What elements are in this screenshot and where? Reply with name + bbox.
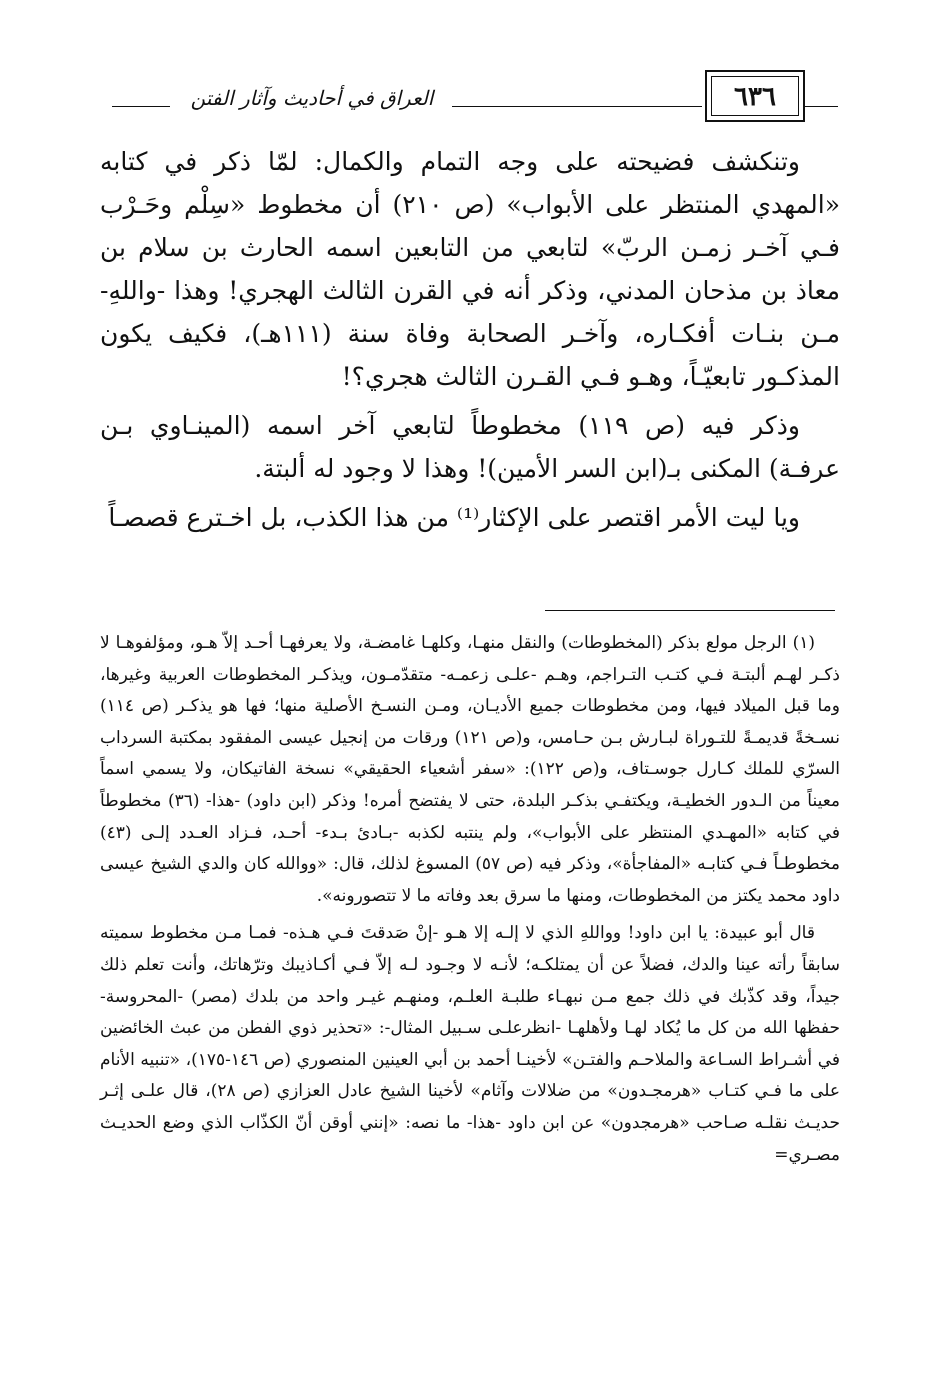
- body-paragraph: وذكر فيه (ص ١١٩) مخطوطاً لتابعي آخر اسمه (المينـاوي بـن عرفـة) المكنى بـ(ابن السر الأمين)! وهذا لا وجود له ألبتة.: [100, 411, 840, 483]
- body-paragraph: ويا ليت الأمر اقتصر على الإكثار⁽¹⁾ من هذا الكذب، بل اخـترع قصصـاً: [108, 503, 800, 532]
- footnote-paragraph: (١) الرجل مولع بذكر (المخطوطات) والنقل منهـا، وكلهـا غامضـة، ولا يعرفهـا أحـد إلاّ هـو، ومؤلفوهـا لا ذكـر لهـم ألبتـة فـي كتـب التـراجم، وهـم -علـى زعمـه- متقدّمـون، ويذكـر المخطوطات العربية وغيرها، وما قبل الميلاد فيها، ومن مخطوطات جميع الأديـان، ومـن النسـخ الأصلية منها؛ فها هو يذكـر (ص ١١٤) نسـخةً قديمـةً للتـوراة لبـارش بـن حـامس، و(ص ١٢١) ورقات من إنجيل عيسى المفقود بمكتبة السرداب السرّي للملك كـارل جوسـتاف، و(ص ١٢٢): «سفر أشعياء الحقيقي» نسخة الفاتيكان، ولا يسمي اسماً معيناً من الـدور الخطيـة، ويكتفـي بذكـر البلدة، حتى لا يفتضح أمره! وذكر (ابن داود) -هذا- (٣٦) مخطوطاً في كتابه «المهـدي المنتظر على الأبواب»، ولم ينتبه لكذبه -بـادئ بـدء- أحـد، فـزاد العـدد إلـى (٤٣) مخطوطـاً فـي كتابـه «المفاجأة»، وذكر فيه (ص ٥٧) المسوغ لذلك، قال: «ووالله كان والدي الشيخ عيسى داود محمد يكتز من المخطوطات، ومنها ما سرق بعد وفاته ما لا تتصورونه».: [100, 633, 841, 906]
- header-rule-middle: [452, 106, 702, 107]
- footnotes: [100, 628, 840, 1171]
- main-text: [100, 140, 840, 539]
- footnote-separator: [545, 610, 835, 611]
- header-rule-right: [805, 106, 838, 107]
- page-number-frame: [705, 70, 805, 122]
- page-header: [112, 70, 838, 130]
- running-title: العراق في أحاديث وآثار الفتن: [190, 86, 434, 110]
- footnote-paragraph: قال أبو عبيدة: يا ابن داود! وواللهِ الذي لا إلـه إلا هـو -إنْ صَدقتَ فـي هـذه- فمـا مـن مخطوط سميته سابقاً رأته عينا والدك، فضلاً عن أن يمتلكـه؛ لأنـه لا وجـود لـه إلاّ فـي أكـاذيبك وترّهاتك، وأنت تعلم ذلك جيداً، وقد كذّبك في ذلك جمع مـن نبهـاء طلبـة العلـم، ومنهـم غيـر واحد من بلدك (مصر) -المحروسة- حفظها الله من كل ما يُكاد لهـا ولأهلهـا -انظرعلـى سـبيل المثال-: «تحذير ذوي الفطن من عبث الخائضين في أشـراط السـاعة والملاحـم والفتـن» لأخينـا أحمد بن أبي العينين المنصوري (ص ١٤٦-١٧٥)، «تنبيه الأنام على ما فـي كتـاب «هرمجـدون» من ضلالات وآثام» لأخينا الشيخ عادل العزازي (ص ٢٨)، قال علـى إثـر حديـث نقلـه صـاحب «هرمجدون» عن ابن داود -هذا- ما نصه: «إنني أوقن أنّ الكذّاب الذي وضع الحديـث مصـري=: [100, 923, 840, 1165]
- body-paragraph: وتنكشف فضيحته على وجه التمام والكمال: لمّا ذكر في كتابه «المهدي المنتظر على الأبواب» (ص ٢١٠) أن مخطوط «سِلْم وحَـرْب فـي آخـر زمـن الربّ» لتابعي من التابعين اسمه الحارث بن سلام بن معاذ بن مذحان المدني، وذكر أنه في القرن الثالث الهجري! وهذا -واللهِ- مـن بنـات أفكـاره، وآخـر الصحابة وفاة سنة (١١١هـ)، فكيف يكون المذكـور تابعيّـاً، وهـو فـي القـرن الثالث هجري؟!: [100, 147, 840, 391]
- page-number: ٦٣٦: [734, 82, 776, 112]
